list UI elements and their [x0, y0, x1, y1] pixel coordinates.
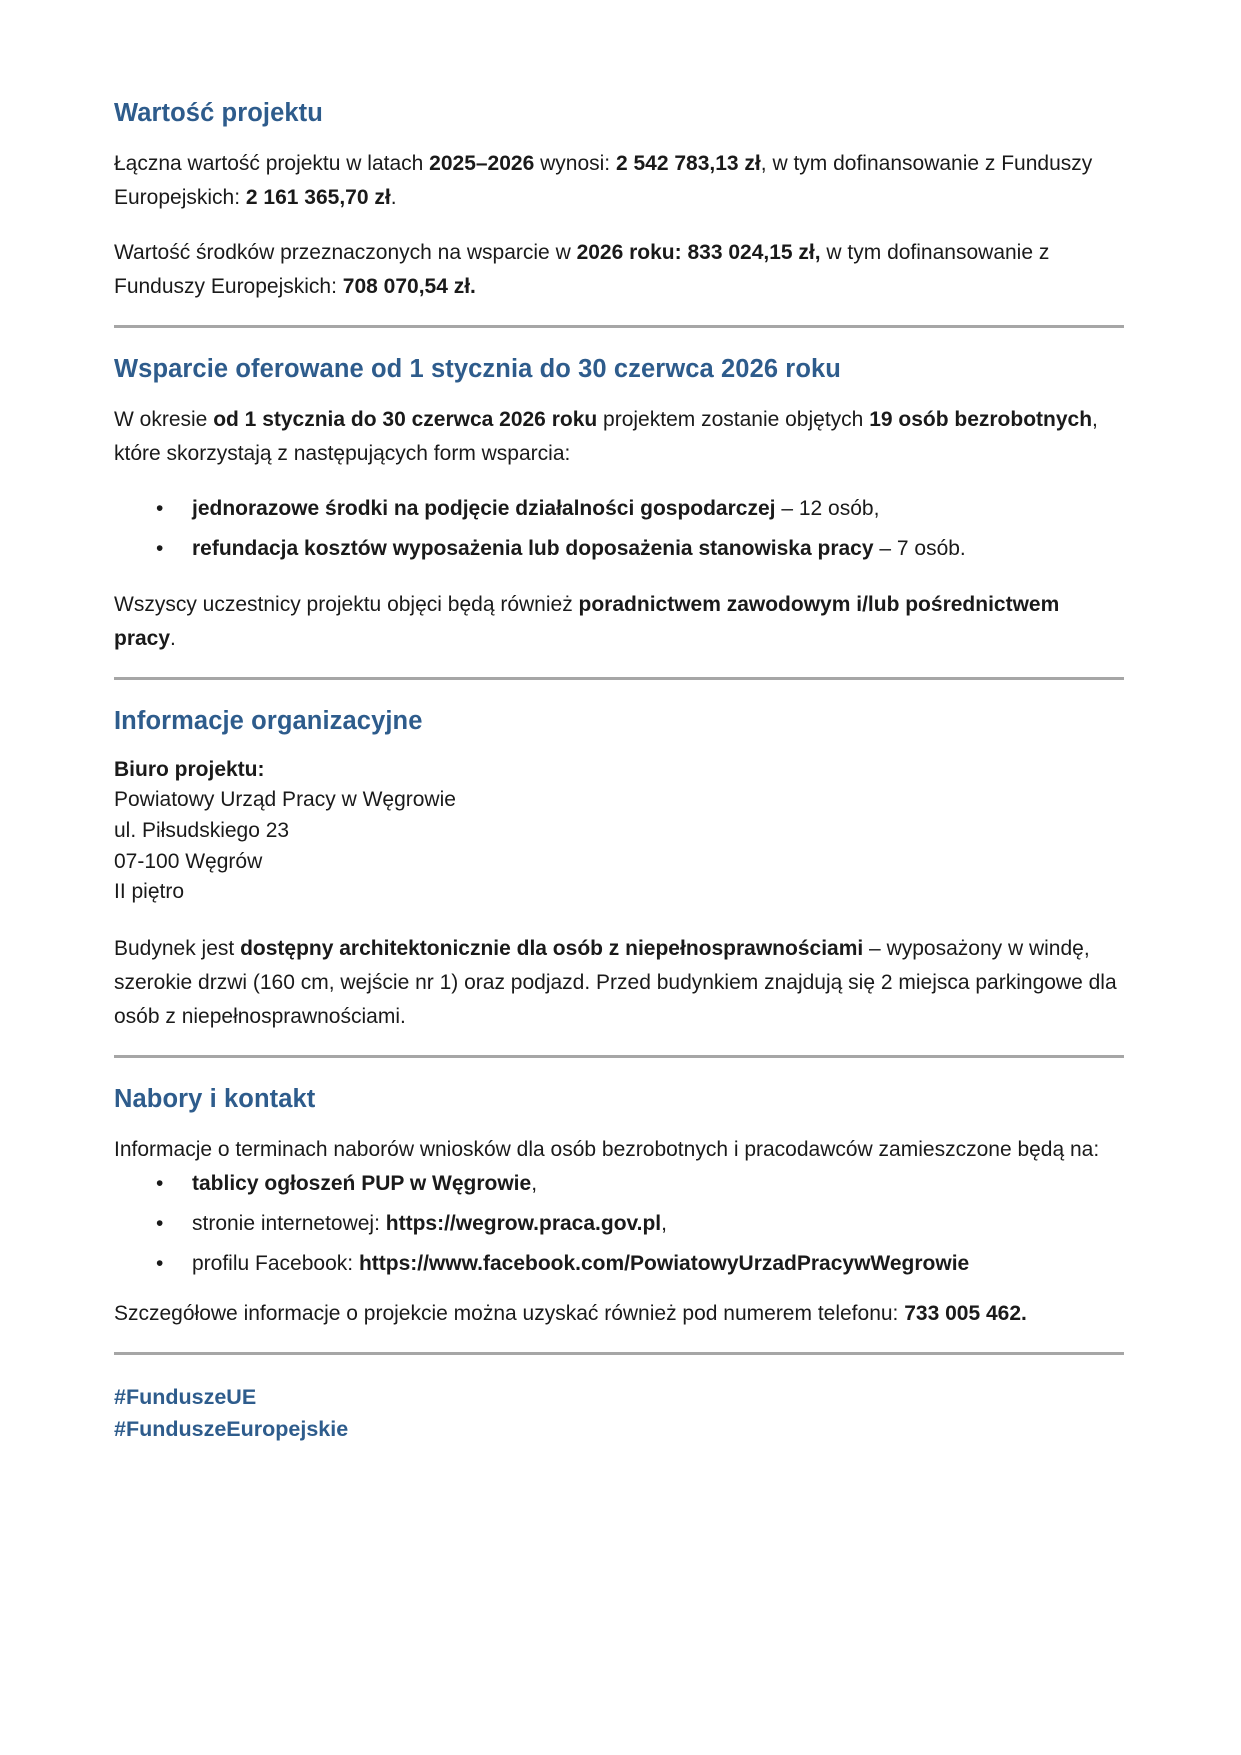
- bold-text-run: 708 070,54 zł.: [342, 274, 476, 298]
- text-run: Łączna wartość projektu w latach: [114, 151, 430, 175]
- bold-text-run: dostępny architektonicznie dla osób z niepełnosprawnościami: [240, 937, 864, 961]
- text-run: w tym dofinansowanie z Funduszy Europejskich:: [114, 240, 1050, 298]
- text-run: profilu Facebook:: [192, 1252, 359, 1276]
- address-label: Biuro projektu:: [114, 757, 265, 781]
- section-divider-2: [114, 677, 1124, 680]
- hashtag: #FunduszeEuropejskie: [114, 1417, 349, 1442]
- paragraph-support-outro: [114, 588, 1124, 656]
- text-run: – 12 osób,: [775, 496, 880, 520]
- paragraph-support-intro: [114, 403, 1124, 471]
- text-run: wynosi:: [534, 151, 616, 175]
- text-run: Wszyscy uczestnicy projektu objęci będą również: [114, 592, 579, 616]
- text-run: Informacje o terminach naborów wniosków dla osób bezrobotnych i pracodawców zamieszczone będą na:: [114, 1137, 1100, 1161]
- text-run: Wartość środków przeznaczonych na wsparcie w: [114, 240, 577, 264]
- address-line: ul. Piłsudskiego 23: [114, 819, 290, 843]
- paragraph-contact-phone: [114, 1297, 1124, 1331]
- bold-text-run: 733 005 462.: [904, 1302, 1027, 1326]
- hashtags-block: [114, 1381, 1124, 1446]
- bullet-dot-icon: •: [156, 496, 164, 520]
- bullet-dot-icon: •: [156, 536, 164, 560]
- bold-text-run: 2 542 783,13 zł: [615, 151, 761, 175]
- bold-text-run: jednorazowe środki na podjęcie działalności gospodarczej: [192, 496, 776, 520]
- paragraph-accessibility: [114, 932, 1124, 1034]
- address-line: Powiatowy Urząd Pracy w Węgrowie: [114, 788, 456, 812]
- bold-text-run: od 1 stycznia do 30 czerwca 2026 roku: [213, 407, 598, 431]
- paragraph-total-project-value: [114, 147, 1124, 215]
- bullet-dot-icon: •: [156, 1252, 164, 1276]
- text-run: .: [390, 185, 397, 209]
- section-divider-1: [114, 325, 1124, 328]
- bold-text-run: 2025–2026: [429, 151, 535, 175]
- paragraph-2026-support-value: [114, 236, 1124, 304]
- bullet-dot-icon: •: [156, 1212, 164, 1236]
- text-run: Szczegółowe informacje o projekcie można uzyskać również pod numerem telefonu:: [114, 1302, 905, 1326]
- bold-text-run: 2026 roku: 833 024,15 zł,: [576, 240, 821, 264]
- text-run: ,: [661, 1212, 667, 1236]
- bullet-dot-icon: •: [156, 1172, 164, 1195]
- section-divider-3: [114, 1055, 1124, 1058]
- bold-text-run: https://www.facebook.com/PowiatowyUrzadPracywWegrowie: [358, 1252, 970, 1276]
- text-run: stronie internetowej:: [192, 1212, 386, 1236]
- address-line: II piętro: [114, 880, 185, 904]
- text-run: – wyposażony w windę, szerokie drzwi (160 cm, wejście nr 1) oraz podjazd. Przed budynkiem znajdują się 2 miejsca parkingowe dla osób z niepełnosprawnościami.: [114, 937, 1117, 1029]
- bold-text-run: refundacja kosztów wyposażenia lub doposażenia stanowiska pracy: [192, 536, 874, 560]
- bold-text-run: 19 osób bezrobotnych: [869, 407, 1093, 431]
- list-support-forms: [114, 492, 1124, 566]
- list-item: [114, 532, 1124, 566]
- address-line: 07-100 Węgrów: [114, 849, 263, 873]
- document-content: [114, 98, 1124, 1446]
- text-run: Budynek jest: [114, 937, 241, 961]
- list-item: [114, 1247, 1124, 1281]
- text-run: .: [170, 626, 176, 650]
- project-office-address: [114, 755, 1124, 908]
- hashtag: #FunduszeUE: [114, 1385, 257, 1410]
- bold-text-run: https://wegrow.praca.gov.pl: [385, 1212, 662, 1236]
- text-run: ,: [531, 1172, 538, 1195]
- list-announcement-channels: [114, 1167, 1124, 1281]
- bold-text-run: tablicy ogłoszeń PUP w Węgrowie: [192, 1172, 532, 1195]
- list-item: [114, 492, 1124, 526]
- paragraph-recruitment-intro: [114, 1133, 1124, 1167]
- list-item: [114, 1167, 1124, 1201]
- bold-text-run: 2 161 365,70 zł: [245, 185, 391, 209]
- section-divider-4: [114, 1352, 1124, 1355]
- section-heading-wsparcie-oferowane: Wsparcie oferowane od 1 stycznia do 30 czerwca 2026 roku: [114, 354, 841, 383]
- text-run: W okresie: [114, 407, 214, 431]
- section-heading-wartosc-projektu: Wartość projektu: [114, 99, 323, 127]
- text-run: , w tym dofinansowanie z Funduszy Europejskich:: [114, 151, 1093, 209]
- text-run: projektem zostanie objętych: [597, 407, 870, 431]
- text-run: – 7 osób.: [873, 536, 966, 560]
- section-heading-informacje-organizacyjne: Informacje organizacyjne: [114, 706, 423, 735]
- list-item: [114, 1207, 1124, 1241]
- bold-text-run: poradnictwem zawodowym i/lub pośrednictwem pracy: [114, 592, 1060, 650]
- section-heading-nabory-i-kontakt: Nabory i kontakt: [114, 1085, 316, 1114]
- text-run: , które skorzystają z następujących form wsparcia:: [114, 407, 1098, 465]
